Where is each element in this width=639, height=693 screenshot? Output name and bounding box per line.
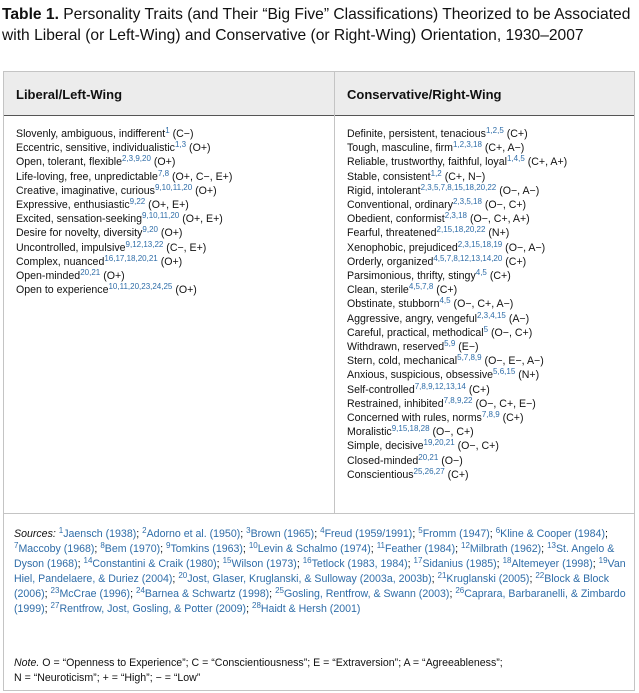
trait-row xyxy=(16,198,232,212)
trait-row xyxy=(347,269,567,283)
source-reference: Barnea & Schwartz (1998) xyxy=(144,587,270,600)
trait-row xyxy=(347,340,567,354)
trait-class: (O−, C+) xyxy=(432,426,474,439)
trait-text: Closed-minded xyxy=(347,454,419,467)
trait-class: (O+) xyxy=(195,184,217,197)
trait-class: (O−, E−, A−) xyxy=(484,355,544,368)
trait-refs: 20,21 xyxy=(80,268,101,278)
trait-text: Tough, masculine, firm xyxy=(347,142,453,155)
trait-text: Reliable, trustworthy, faithful, loyal xyxy=(347,156,507,169)
trait-text: Expressive, enthusiastic xyxy=(16,199,130,212)
trait-text: Rigid, intolerant xyxy=(347,184,421,197)
trait-class: (O−, C+, A+) xyxy=(469,213,530,226)
trait-refs: 7,8,9,22 xyxy=(443,395,473,405)
trait-refs: 19,20,21 xyxy=(423,438,455,448)
trait-row xyxy=(347,170,567,184)
trait-refs: 9,15,18,28 xyxy=(391,424,430,434)
trait-class: (O−, C+, A−) xyxy=(453,298,514,311)
trait-class: (O+) xyxy=(153,156,176,169)
trait-class: (C+) xyxy=(447,468,469,481)
sources-list: $^1$Jaensch (1938); $^2$Adorno et al. (1950); $^3$Brown (1965); $^4$Freud (1959/1991); $^5$Fromm (1947); $^6$Kline & Cooper (1984); $^7$Maccoby (1968); $^8$Bem (1970); $^9$Tomkins (1963); $^{10}$Levin & Schalmo (1974); $^{11}$Feather (1984); $^{12}$Milbrath (1962); $^{13}$St. Angelo & Dyson (1968); $^{14}$Constantini & Craik (1980); $^{15}$Wilson (1973); $^{16}$Tetlock (1983, 1984); $^{17}$Sidanius (1985); $^{18}$Altemeyer (1998); $^{19}$Van Hiel, Pandelaere, & Duriez (2004); $^{20}$Jost, Glaser, Kruglanski, & Sulloway (2003a, 2003b); $^{21}$Kruglanski (2005); $^{22}$Block & Block (2006); $^{23}$McCrae (1996); $^{24}$Barnea & Schwartz (1998); $^{25}$Gosling, Rentfrow, & Swann (2003); $^{26}$Caprara, Barbaranelli, & Zimbardo (1999); $^{27}$Rentfrow, Jost, Gosling, & Potter (2009); $^{28}$Haidt & Hersh (2001) xyxy=(14,526,626,615)
trait-text: Xenophobic, prejudiced xyxy=(347,241,458,254)
trait-text: Orderly, organized xyxy=(347,255,434,268)
trait-refs: 7,8 xyxy=(157,168,170,178)
trait-text: Moralistic xyxy=(347,426,392,439)
source-reference: Kruglanski (2005) xyxy=(446,572,530,585)
trait-refs: 9,22 xyxy=(129,197,146,207)
trait-refs: 7,8,9 xyxy=(481,410,500,420)
trait-row xyxy=(347,383,567,397)
source-reference: Jaensch (1938) xyxy=(63,528,137,540)
trait-refs: 2,3,4,15 xyxy=(476,310,506,320)
trait-refs: 1,2 xyxy=(430,168,442,178)
trait-refs: 16,17,18,20,21 xyxy=(104,253,158,263)
trait-row xyxy=(16,283,232,297)
trait-refs: 1,3 xyxy=(174,140,187,150)
trait-text: Obedient, conformist xyxy=(347,213,445,226)
trait-text: Life-loving, free, unpredictable xyxy=(16,170,158,183)
trait-text: Complex, nuanced xyxy=(16,255,105,268)
source-reference: Van Hiel, Pandelaere, & Duriez (2004) xyxy=(14,557,626,585)
trait-text: Parsimonious, thrifty, stingy xyxy=(347,270,476,283)
trait-text: Open, tolerant, flexible xyxy=(16,156,122,169)
trait-class: (N+) xyxy=(488,227,510,240)
source-number: 23 xyxy=(50,585,60,595)
trait-text: Clean, sterile xyxy=(347,284,409,297)
source-reference: Constantini & Craik (1980) xyxy=(92,557,217,570)
source-reference: Gosling, Rentfrow, & Swann (2003) xyxy=(283,587,450,600)
source-number: 12 xyxy=(461,540,470,550)
trait-class: (O−) xyxy=(441,454,463,467)
trait-class: (C+, N−) xyxy=(444,170,486,183)
trait-text: Conscientious xyxy=(347,468,414,481)
trait-row xyxy=(347,454,567,468)
source-number: 16 xyxy=(302,555,312,565)
trait-text: Restrained, inhibited xyxy=(347,397,444,410)
trait-refs: 1,2,5 xyxy=(485,126,504,135)
trait-class: (E−) xyxy=(458,341,479,354)
trait-row xyxy=(16,155,232,169)
trait-row xyxy=(16,170,232,184)
trait-row xyxy=(16,241,232,255)
trait-class: (O−, A−) xyxy=(505,241,546,254)
trait-refs: 5 xyxy=(483,324,489,334)
trait-row xyxy=(16,255,232,269)
source-number: 1 xyxy=(58,526,64,535)
trait-text: Stable, consistent xyxy=(347,170,431,183)
trait-row xyxy=(16,269,232,283)
source-number: 6 xyxy=(495,526,501,535)
trait-class: (C+) xyxy=(502,412,524,425)
trait-row xyxy=(347,198,567,212)
source-reference: Caprara, Barbaranelli, & Zimbardo (1999) xyxy=(14,587,626,615)
trait-row xyxy=(347,283,567,297)
trait-refs: 5,6,15 xyxy=(493,367,516,377)
table-header xyxy=(4,72,634,116)
trait-text: Aggressive, angry, vengeful xyxy=(347,312,477,325)
source-number: 3 xyxy=(246,526,251,535)
trait-class: (C+) xyxy=(436,284,458,297)
trait-row xyxy=(347,368,567,382)
trait-text: Withdrawn, reserved xyxy=(347,341,445,354)
trait-class: (O−, A−) xyxy=(499,184,540,197)
note-block xyxy=(14,656,626,685)
trait-class: (O−, C+, E−) xyxy=(475,397,536,410)
liberal-trait-list xyxy=(16,127,232,297)
trait-text: Careful, practical, methodical xyxy=(347,326,484,339)
source-reference: Kline & Cooper (1984) xyxy=(500,528,605,540)
trait-refs: 9,12,13,22 xyxy=(125,239,164,249)
trait-class: (O+, E+) xyxy=(148,199,189,212)
trait-class: (O+) xyxy=(160,227,183,240)
source-number: 14 xyxy=(83,555,93,565)
trait-class: (C−) xyxy=(172,128,194,140)
trait-row xyxy=(347,184,567,198)
trait-row xyxy=(16,184,232,198)
table-title-text: Personality Traits (and Their “Big Five” Classifications) Theorized to be Associated with Liberal (or Left-Wing) and Conservative (or Right-Wing) Orientation, 1930–2007 xyxy=(2,6,631,44)
trait-refs: 2,3,5,18 xyxy=(453,197,482,207)
source-number: 18 xyxy=(502,555,512,565)
trait-row xyxy=(347,297,567,311)
trait-text: Slovenly, ambiguous, indifferent xyxy=(16,128,166,140)
trait-class: (O−, C+) xyxy=(484,199,527,212)
trait-class: (O+, E+) xyxy=(182,213,223,226)
trait-text: Self-controlled xyxy=(347,383,415,396)
trait-class: (C+, A+) xyxy=(527,156,568,169)
trait-refs: 2,3,5,7,8,15,18,20,22 xyxy=(420,182,497,192)
trait-text: Excited, sensation-seeking xyxy=(16,213,143,226)
trait-row xyxy=(347,241,567,255)
source-reference: Fromm (1947) xyxy=(422,528,490,540)
source-reference: Brown (1965) xyxy=(250,528,315,540)
trait-refs: 1,4,5 xyxy=(506,154,525,164)
trait-row xyxy=(347,354,567,368)
trait-row xyxy=(347,155,567,169)
trait-class: (C+) xyxy=(506,128,528,140)
source-number: 26 xyxy=(455,585,465,595)
trait-text: Open to experience xyxy=(16,284,109,297)
trait-row xyxy=(347,468,567,482)
source-number: 17 xyxy=(413,555,423,565)
header-liberal: Liberal/Left-Wing xyxy=(16,87,123,102)
source-number: 5 xyxy=(418,526,423,535)
trait-class: (O−, C+) xyxy=(457,440,499,453)
source-reference: Tomkins (1963) xyxy=(170,542,243,555)
trait-refs: 4,5 xyxy=(439,296,451,306)
source-number: 21 xyxy=(437,570,447,580)
trait-row xyxy=(347,312,567,326)
trait-row xyxy=(347,326,567,340)
source-reference: Milbrath (1962) xyxy=(469,542,542,555)
table-title xyxy=(2,4,636,46)
trait-refs: 5,7,8,9 xyxy=(457,353,482,363)
trait-class: (O+) xyxy=(160,255,183,268)
trait-text: Definite, persistent, tenacious xyxy=(347,128,486,140)
source-reference: Sidanius (1985) xyxy=(422,557,497,570)
trait-refs: 4,5,7,8 xyxy=(408,282,434,292)
source-number: 15 xyxy=(222,555,232,565)
trait-class: (C+) xyxy=(505,255,527,268)
source-number: 19 xyxy=(598,555,608,565)
trait-row xyxy=(347,212,567,226)
note-label: Note. xyxy=(14,657,40,669)
trait-text: Fearful, threatened xyxy=(347,227,437,240)
trait-row xyxy=(16,127,232,141)
table-label: Table 1. xyxy=(2,6,59,23)
trait-row xyxy=(16,226,232,240)
source-reference: Maccoby (1968) xyxy=(18,542,95,555)
trait-refs: 4,5 xyxy=(475,268,487,278)
source-number: 13 xyxy=(547,540,556,550)
trait-class: (O+) xyxy=(189,142,211,155)
trait-refs: 2,3,18 xyxy=(444,211,467,221)
trait-refs: 9,10,11,20 xyxy=(154,182,193,192)
trait-row xyxy=(16,141,232,155)
source-number: 4 xyxy=(320,526,325,535)
trait-refs: 9,10,11,20 xyxy=(142,211,180,221)
trait-row xyxy=(347,425,567,439)
source-number: 10 xyxy=(248,540,258,550)
trait-class: (O+, C−, E+) xyxy=(172,170,233,183)
sources-divider xyxy=(4,513,634,514)
trait-class: (C+) xyxy=(468,383,490,396)
trait-text: Eccentric, sensitive, individualistic xyxy=(16,142,175,155)
trait-text: Desire for novelty, diversity xyxy=(16,227,143,240)
trait-refs: 5,9 xyxy=(444,339,456,349)
source-reference: Bem (1970) xyxy=(104,542,161,555)
source-number: 7 xyxy=(14,540,19,550)
column-divider xyxy=(334,72,335,513)
source-reference: Adorno et al. (1950) xyxy=(146,528,241,540)
trait-refs: 10,11,20,23,24,25 xyxy=(108,282,173,292)
source-number: 9 xyxy=(166,540,171,550)
trait-class: (O+) xyxy=(103,270,125,283)
trait-text: Anxious, suspicious, obsessive xyxy=(347,369,494,382)
trait-class: (C+, A−) xyxy=(484,142,525,155)
table-frame xyxy=(3,71,635,691)
trait-class: (A−) xyxy=(508,312,530,325)
trait-text: Stern, cold, mechanical xyxy=(347,355,458,368)
trait-row xyxy=(347,439,567,453)
trait-class: (N+) xyxy=(518,369,540,382)
source-number: 28 xyxy=(252,600,261,610)
sources-label: Sources: xyxy=(14,528,56,540)
trait-class: (O+) xyxy=(175,284,197,297)
note-line-2: N = “Neuroticism”; + = “High”; − = “Low” xyxy=(14,671,201,684)
source-reference: Freud (1959/1991) xyxy=(324,528,413,540)
source-reference: St. Angelo & Dyson (1968) xyxy=(14,542,615,570)
source-number: 22 xyxy=(535,570,545,580)
source-number: 20 xyxy=(178,570,188,580)
trait-text: Concerned with rules, norms xyxy=(347,412,482,425)
trait-refs: 1,2,3,18 xyxy=(452,140,482,150)
trait-row xyxy=(347,411,567,425)
source-reference: Altemeyer (1998) xyxy=(511,557,593,570)
source-reference: Wilson (1973) xyxy=(231,557,297,570)
trait-class: (O−, C+) xyxy=(491,326,533,339)
trait-refs: 2,3,9,20 xyxy=(122,154,151,164)
note-line-1: O = “Openness to Experience”; C = “Conscientiousness”; E = “Extraversion”; A = “Agreeableness”; xyxy=(42,657,503,669)
source-reference: Jost, Glaser, Kruglanski, & Sulloway (2003a, 2003b) xyxy=(187,572,432,585)
trait-row xyxy=(347,397,567,411)
trait-refs: 1 xyxy=(165,126,170,135)
trait-row xyxy=(16,212,232,226)
trait-row xyxy=(347,255,567,269)
conservative-trait-list xyxy=(347,127,567,482)
trait-refs: 9,20 xyxy=(142,225,158,235)
trait-text: Conventional, ordinary xyxy=(347,199,453,212)
trait-refs: 7,8,9,12,13,14 xyxy=(414,381,466,391)
source-number: 24 xyxy=(136,585,145,595)
source-number: 25 xyxy=(275,585,284,595)
sources-block xyxy=(14,527,626,616)
trait-text: Creative, imaginative, curious xyxy=(16,184,155,197)
source-reference: Levin & Schalmo (1974) xyxy=(257,542,371,555)
trait-refs: 2,15,18,20,22 xyxy=(436,225,486,235)
trait-row xyxy=(347,127,567,141)
trait-text: Simple, decisive xyxy=(347,440,424,453)
trait-refs: 25,26,27 xyxy=(413,466,445,476)
source-reference: Haidt & Hersh (2001) xyxy=(260,602,361,615)
source-reference: Rentfrow, Jost, Gosling, & Potter (2009) xyxy=(59,602,247,615)
source-number: 11 xyxy=(376,540,386,550)
trait-text: Open-minded xyxy=(16,270,81,283)
header-conservative: Conservative/Right-Wing xyxy=(347,87,502,102)
trait-refs: 2,3,15,18,19 xyxy=(457,239,503,249)
trait-refs: 4,5,7,8,12,13,14,20 xyxy=(433,253,503,263)
source-number: 27 xyxy=(50,600,60,610)
trait-row xyxy=(347,226,567,240)
source-reference: Tetlock (1983, 1984) xyxy=(311,557,408,570)
trait-text: Obstinate, stubborn xyxy=(347,298,440,311)
source-reference: McCrae (1996) xyxy=(59,587,131,600)
trait-refs: 20,21 xyxy=(418,452,439,462)
source-reference: Block & Block (2006) xyxy=(14,572,610,600)
source-number: 8 xyxy=(100,540,105,550)
trait-class: (C+) xyxy=(489,270,511,283)
trait-text: Uncontrolled, impulsive xyxy=(16,241,126,254)
source-number: 2 xyxy=(142,526,147,535)
trait-class: (C−, E+) xyxy=(166,241,207,254)
source-reference: Feather (1984) xyxy=(385,542,456,555)
trait-row xyxy=(347,141,567,155)
